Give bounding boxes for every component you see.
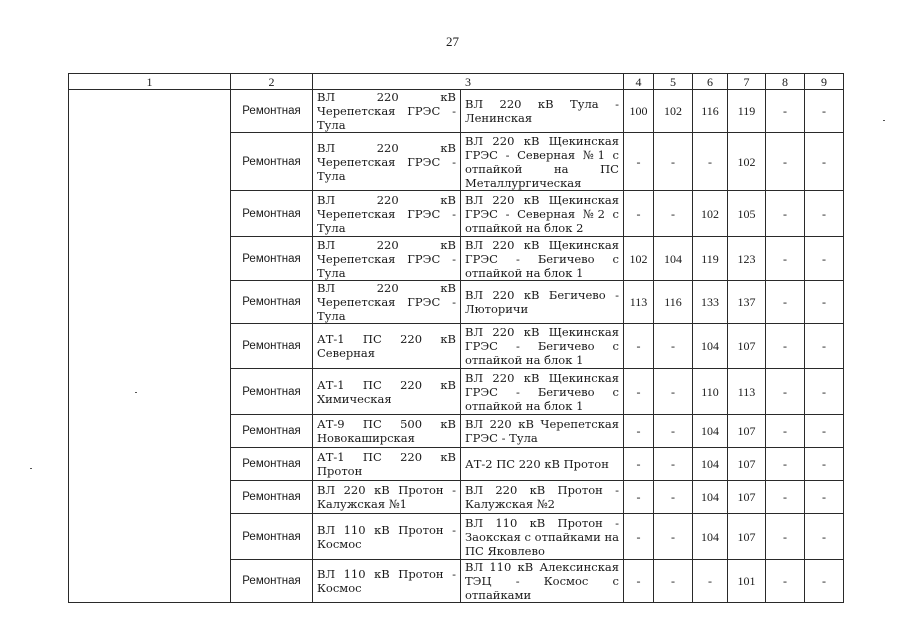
value-cell-6: 119 <box>693 237 728 281</box>
value-cell-9: - <box>805 448 844 481</box>
mode-cell: Ремонтная <box>231 514 313 560</box>
value-cell-6: 110 <box>693 369 728 415</box>
value-cell-9: - <box>805 514 844 560</box>
value-cell-7: 119 <box>728 90 766 133</box>
value-cell-7: 107 <box>728 514 766 560</box>
value-cell-8: - <box>766 415 805 448</box>
value-cell-4: - <box>624 191 654 237</box>
value-cell-4: - <box>624 560 654 603</box>
mode-cell: Ремонтная <box>231 191 313 237</box>
disconnected-element-cell: ВЛ 220 кВ Бегичево - Люторичи <box>461 281 624 324</box>
value-cell-6: 104 <box>693 514 728 560</box>
value-cell-6: - <box>693 133 728 191</box>
value-cell-8: - <box>766 448 805 481</box>
value-cell-7: 107 <box>728 324 766 369</box>
value-cell-7: 102 <box>728 133 766 191</box>
value-cell-7: 137 <box>728 281 766 324</box>
disconnected-element-cell: ВЛ 220 кВ Тула - Ленинская <box>461 90 624 133</box>
mode-cell: Ремонтная <box>231 415 313 448</box>
table-header-row <box>69 74 844 90</box>
value-cell-4: 100 <box>624 90 654 133</box>
value-cell-8: - <box>766 324 805 369</box>
value-cell-7: 101 <box>728 560 766 603</box>
value-cell-6: 104 <box>693 415 728 448</box>
value-cell-5: - <box>654 448 693 481</box>
value-cell-4: - <box>624 448 654 481</box>
value-cell-9: - <box>805 324 844 369</box>
value-cell-7: 105 <box>728 191 766 237</box>
value-cell-4: - <box>624 481 654 514</box>
value-cell-5: 104 <box>654 237 693 281</box>
repaired-element-cell: АТ-9 ПС 500 кВ Новокаширская <box>313 415 461 448</box>
value-cell-9: - <box>805 560 844 603</box>
disconnected-element-cell: ВЛ 220 кВ Щекинская ГРЭС - Бегичево с отпайкой на блок 1 <box>461 237 624 281</box>
value-cell-4: - <box>624 369 654 415</box>
value-cell-9: - <box>805 237 844 281</box>
value-cell-8: - <box>766 133 805 191</box>
repaired-element-cell: ВЛ 220 кВ Протон - Калужская №1 <box>313 481 461 514</box>
disconnected-element-cell: АТ-2 ПС 220 кВ Протон <box>461 448 624 481</box>
column-header: 9 <box>805 74 844 90</box>
value-cell-7: 107 <box>728 481 766 514</box>
column-header: 3 <box>313 74 624 90</box>
value-cell-9: - <box>805 369 844 415</box>
value-cell-8: - <box>766 191 805 237</box>
repaired-element-cell: ВЛ 220 кВ Черепетская ГРЭС - Тула <box>313 237 461 281</box>
page-number: 27 <box>446 34 459 49</box>
disconnected-element-cell: ВЛ 220 кВ Щекинская ГРЭС - Северная №1 с отпайкой на ПС Металлургическая <box>461 133 624 191</box>
value-cell-8: - <box>766 90 805 133</box>
mode-cell: Ремонтная <box>231 281 313 324</box>
value-cell-6: 104 <box>693 481 728 514</box>
value-cell-6: 133 <box>693 281 728 324</box>
repaired-element-cell: АТ-1 ПС 220 кВ Северная <box>313 324 461 369</box>
value-cell-9: - <box>805 281 844 324</box>
disconnected-element-cell: ВЛ 220 кВ Протон - Калужская №2 <box>461 481 624 514</box>
value-cell-9: - <box>805 481 844 514</box>
value-cell-6: 104 <box>693 448 728 481</box>
column-header: 2 <box>231 74 313 90</box>
value-cell-6: - <box>693 560 728 603</box>
value-cell-4: - <box>624 324 654 369</box>
repaired-element-cell: ВЛ 220 кВ Черепетская ГРЭС - Тула <box>313 90 461 133</box>
value-cell-9: - <box>805 415 844 448</box>
value-cell-7: 113 <box>728 369 766 415</box>
value-cell-8: - <box>766 481 805 514</box>
repaired-element-cell: АТ-1 ПС 220 кВ Протон <box>313 448 461 481</box>
column-header: 8 <box>766 74 805 90</box>
value-cell-4: 113 <box>624 281 654 324</box>
disconnected-element-cell: ВЛ 220 кВ Черепетская ГРЭС - Тула <box>461 415 624 448</box>
scheme-table <box>68 73 844 603</box>
repaired-element-cell: ВЛ 110 кВ Протон - Космос <box>313 514 461 560</box>
value-cell-5: - <box>654 514 693 560</box>
disconnected-element-cell: ВЛ 220 кВ Щекинская ГРЭС - Бегичево с отпайкой на блок 1 <box>461 324 624 369</box>
value-cell-4: - <box>624 514 654 560</box>
value-cell-5: - <box>654 191 693 237</box>
value-cell-5: - <box>654 324 693 369</box>
value-cell-5: - <box>654 133 693 191</box>
column-header: 4 <box>624 74 654 90</box>
mode-cell: Ремонтная <box>231 90 313 133</box>
column-header: 6 <box>693 74 728 90</box>
value-cell-7: 107 <box>728 448 766 481</box>
value-cell-6: 104 <box>693 324 728 369</box>
column-header: 5 <box>654 74 693 90</box>
repaired-element-cell: ВЛ 110 кВ Протон - Космос <box>313 560 461 603</box>
value-cell-5: 116 <box>654 281 693 324</box>
disconnected-element-cell: ВЛ 220 кВ Щекинская ГРЭС - Бегичево с отпайкой на блок 1 <box>461 369 624 415</box>
disconnected-element-cell: ВЛ 110 кВ Алексинская ТЭЦ - Космос с отпайками <box>461 560 624 603</box>
value-cell-6: 102 <box>693 191 728 237</box>
value-cell-9: - <box>805 133 844 191</box>
column-header: 1 <box>69 74 231 90</box>
disconnected-element-cell: ВЛ 110 кВ Протон - Заокская с отпайками на ПС Яковлево <box>461 514 624 560</box>
value-cell-8: - <box>766 514 805 560</box>
repaired-element-cell: ВЛ 220 кВ Черепетская ГРЭС - Тула <box>313 191 461 237</box>
value-cell-5: - <box>654 560 693 603</box>
column-header: 7 <box>728 74 766 90</box>
value-cell-8: - <box>766 560 805 603</box>
value-cell-9: - <box>805 191 844 237</box>
repaired-element-cell: ВЛ 220 кВ Черепетская ГРЭС - Тула <box>313 281 461 324</box>
table-row <box>69 90 844 133</box>
value-cell-8: - <box>766 281 805 324</box>
repaired-element-cell: ВЛ 220 кВ Черепетская ГРЭС - Тула <box>313 133 461 191</box>
value-cell-4: 102 <box>624 237 654 281</box>
scan-speck <box>30 468 32 469</box>
mode-cell: Ремонтная <box>231 448 313 481</box>
value-cell-9: - <box>805 90 844 133</box>
value-cell-5: - <box>654 369 693 415</box>
value-cell-7: 107 <box>728 415 766 448</box>
disconnected-element-cell: ВЛ 220 кВ Щекинская ГРЭС - Северная №2 с отпайкой на блок 2 <box>461 191 624 237</box>
value-cell-4: - <box>624 133 654 191</box>
repaired-element-cell: АТ-1 ПС 220 кВ Химическая <box>313 369 461 415</box>
value-cell-8: - <box>766 237 805 281</box>
scan-speck <box>135 392 137 393</box>
mode-cell: Ремонтная <box>231 481 313 514</box>
mode-cell: Ремонтная <box>231 237 313 281</box>
value-cell-7: 123 <box>728 237 766 281</box>
value-cell-4: - <box>624 415 654 448</box>
value-cell-6: 116 <box>693 90 728 133</box>
value-cell-5: - <box>654 481 693 514</box>
mode-cell: Ремонтная <box>231 324 313 369</box>
mode-cell: Ремонтная <box>231 369 313 415</box>
mode-cell: Ремонтная <box>231 133 313 191</box>
scan-speck <box>883 120 885 121</box>
value-cell-8: - <box>766 369 805 415</box>
mode-cell: Ремонтная <box>231 560 313 603</box>
column-1-cell <box>69 90 231 603</box>
value-cell-5: 102 <box>654 90 693 133</box>
value-cell-5: - <box>654 415 693 448</box>
